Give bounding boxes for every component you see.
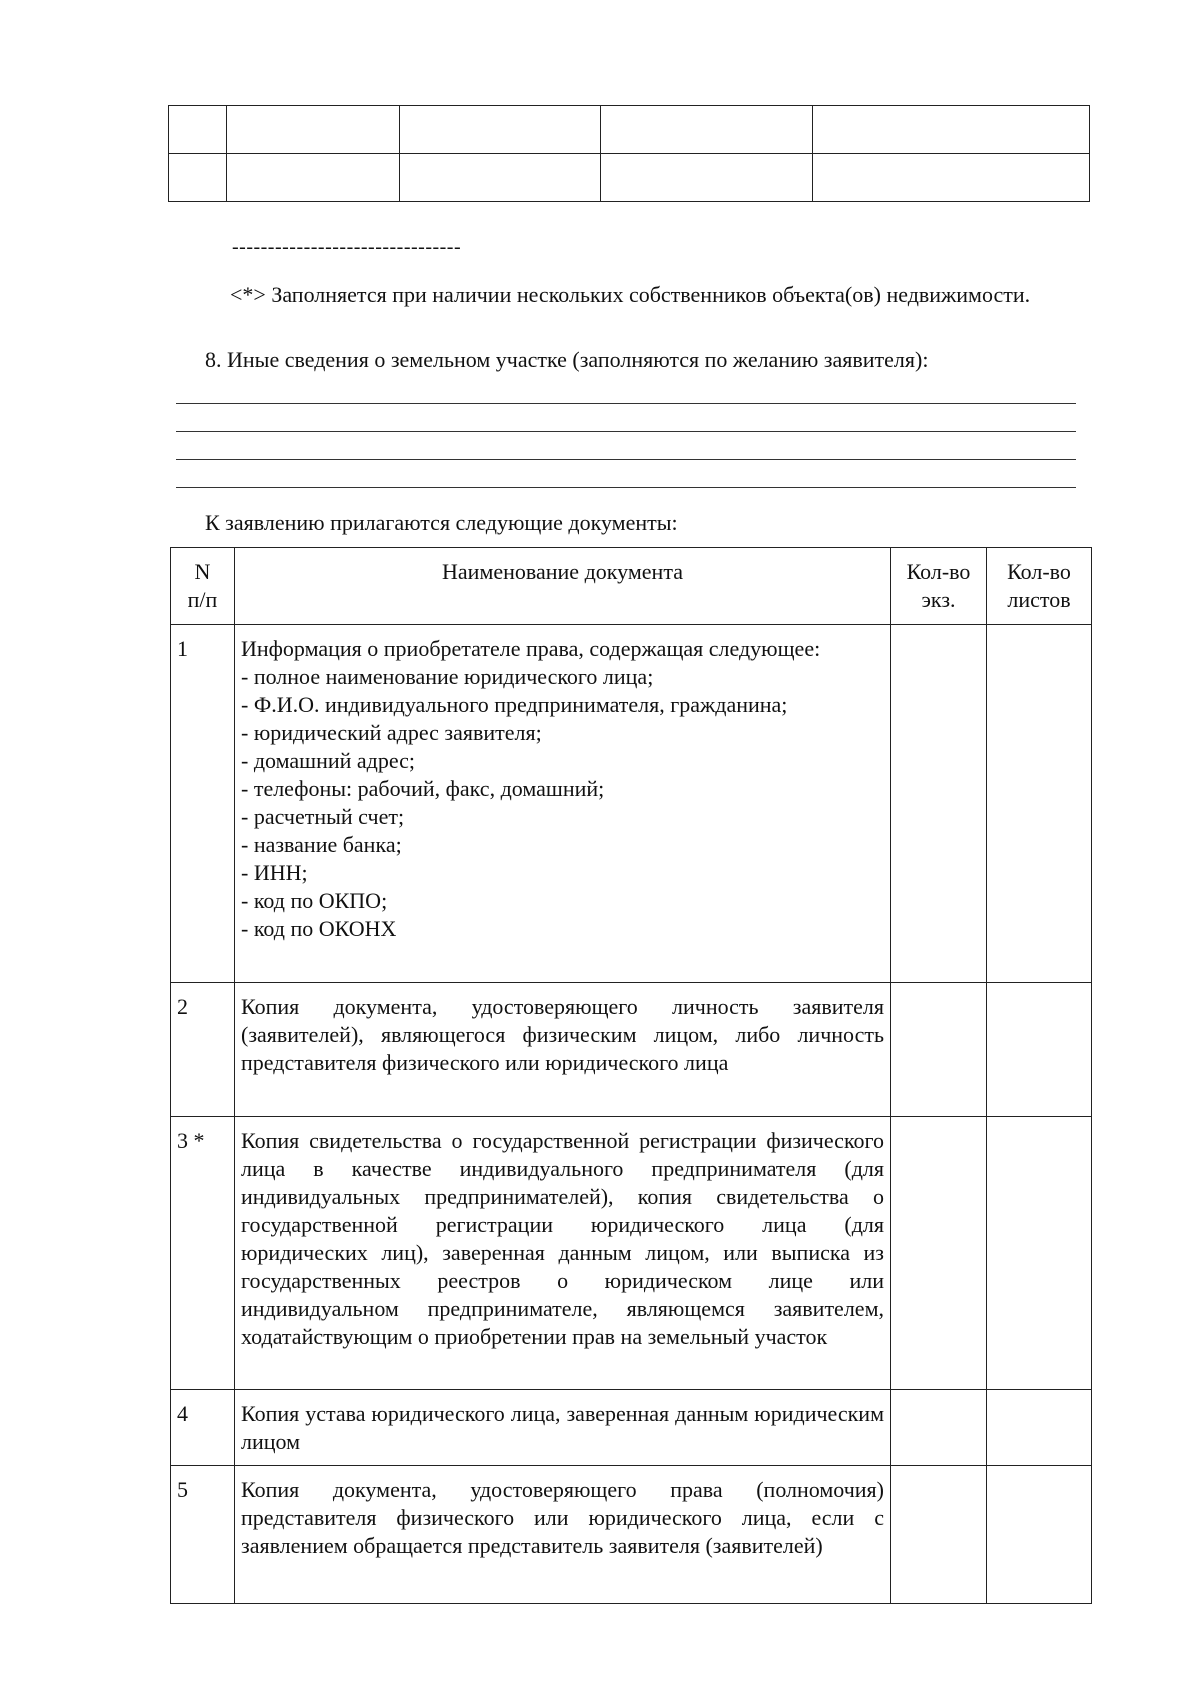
list-item: - название банка; — [241, 832, 402, 857]
table-cell — [813, 154, 1090, 202]
table-cell — [169, 154, 227, 202]
table-row — [169, 106, 1090, 154]
attachments-heading: К заявлению прилагаются следующие документы: — [205, 510, 678, 535]
attachments-table — [170, 547, 1092, 1604]
row-number: 4 — [171, 1390, 235, 1466]
table-row — [169, 154, 1090, 202]
sheets-cell[interactable] — [987, 983, 1092, 1117]
table-cell — [601, 154, 813, 202]
list-item: - телефоны: рабочий, факс, домашний; — [241, 776, 605, 801]
blank-fill-line — [176, 403, 1076, 404]
table-row — [171, 1466, 1092, 1604]
document-name: Копия документа, удостоверяющего права (полномочия) представителя физического или юридического лица, если с заявлением обращается представитель заявителя (заявителей) — [235, 1466, 891, 1604]
table-cell — [227, 154, 400, 202]
sheets-cell[interactable] — [987, 1390, 1092, 1466]
footnote-separator: -------------------------------- — [232, 236, 462, 258]
blank-fill-line — [176, 459, 1076, 460]
header-number — [171, 548, 235, 625]
owners-table — [168, 105, 1090, 202]
list-item: - домашний адрес; — [241, 748, 416, 773]
document-name: Копия документа, удостоверяющего личность заявителя (заявителей), являющегося физическим лицом, либо личность представителя физического или юридического лица — [235, 983, 891, 1117]
blank-fill-line — [176, 431, 1076, 432]
table-cell — [601, 106, 813, 154]
document-name: Копия свидетельства о государственной регистрации физического лица в качестве индивидуального предпринимателя (для индивидуальных предпринимателей), копия свидетельства о государственной регистрации юридического лица (для юридических лиц), заверенная данным лицом, или выписка из государственных реестров о юридическом лице или индивидуальном предпринимателе, являющемся заявителем, ходатайствующим о приобретении прав на земельный участок — [235, 1117, 891, 1390]
document-name — [235, 625, 891, 983]
sheets-cell[interactable] — [987, 1466, 1092, 1604]
header-sheets-line2: листов — [1007, 587, 1071, 612]
row-number: 2 — [171, 983, 235, 1117]
row-number: 3 * — [171, 1117, 235, 1390]
sheets-cell[interactable] — [987, 1117, 1092, 1390]
table-cell — [400, 154, 601, 202]
list-item: - юридический адрес заявителя; — [241, 720, 542, 745]
table-row — [171, 1117, 1092, 1390]
blank-fill-line — [176, 487, 1076, 488]
footnote-text: <*> Заполняется при наличии нескольких собственников объекта(ов) недвижимости. — [230, 282, 1031, 307]
row-number: 1 — [171, 625, 235, 983]
list-item: - код по ОКПО; — [241, 888, 388, 913]
copies-cell[interactable] — [891, 983, 987, 1117]
section-8-title: 8. Иные сведения о земельном участке (заполняются по желанию заявителя): — [205, 347, 929, 372]
header-document-name: Наименование документа — [235, 548, 891, 625]
table-row — [171, 983, 1092, 1117]
table-cell — [169, 106, 227, 154]
header-number-line2: п/п — [187, 587, 218, 612]
list-item: - полное наименование юридического лица; — [241, 664, 654, 689]
header-number-line1: N — [194, 559, 211, 584]
document-intro: Информация о приобретателе права, содержащая следующее: — [241, 636, 821, 661]
document-name: Копия устава юридического лица, заверенная данным юридическим лицом — [235, 1390, 891, 1466]
header-sheets-line1: Кол-во — [1007, 559, 1071, 584]
copies-cell[interactable] — [891, 625, 987, 983]
header-copies-line2: экз. — [921, 587, 956, 612]
list-item: - Ф.И.О. индивидуального предпринимателя, гражданина; — [241, 692, 788, 717]
copies-cell[interactable] — [891, 1466, 987, 1604]
row-number: 5 — [171, 1466, 235, 1604]
table-cell — [400, 106, 601, 154]
header-copies-line1: Кол-во — [906, 559, 971, 584]
list-item: - код по ОКОНХ — [241, 916, 397, 941]
copies-cell[interactable] — [891, 1390, 987, 1466]
table-cell — [813, 106, 1090, 154]
table-row — [171, 625, 1092, 983]
list-item: - расчетный счет; — [241, 804, 405, 829]
list-item: - ИНН; — [241, 860, 308, 885]
table-header-row — [171, 548, 1092, 625]
table-row — [171, 1390, 1092, 1466]
table-cell — [227, 106, 400, 154]
copies-cell[interactable] — [891, 1117, 987, 1390]
header-sheets — [987, 548, 1092, 625]
header-copies — [891, 548, 987, 625]
sheets-cell[interactable] — [987, 625, 1092, 983]
